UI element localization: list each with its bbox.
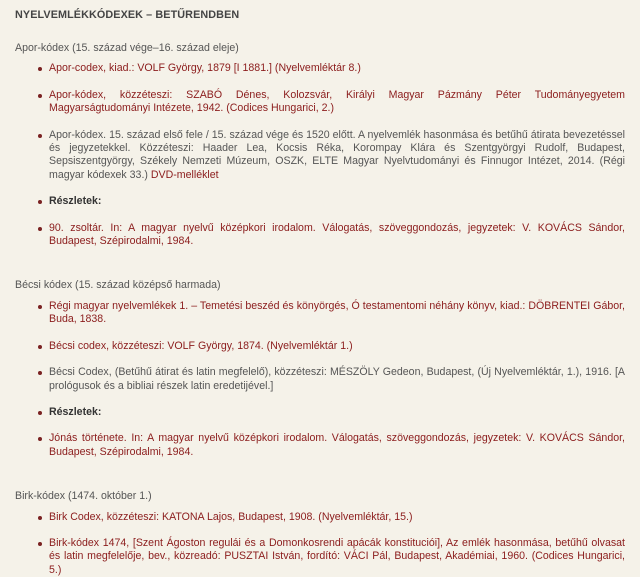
reference-link[interactable]: Birk Codex, közzéteszi: KATONA Lajos, Budapest, 1908. (Nyelvemléktár, 15.): [49, 510, 413, 523]
list-item: [15, 406, 625, 419]
list-item: [15, 537, 625, 577]
section: [15, 42, 625, 248]
reference-link[interactable]: Bécsi codex, közzéteszi: VOLF György, 1874. (Nyelvemléktár 1.): [49, 339, 353, 352]
section-title: Apor-kódex (15. század vége–16. század eleje): [15, 42, 239, 54]
list-item: [15, 366, 625, 393]
section: [15, 490, 625, 577]
subheading: Részletek:: [49, 405, 102, 418]
reference-link[interactable]: Birk-kódex 1474, [Szent Ágoston regulái és a Domonkosrendi apácák konstituciói], Az emlék hasonmása, betűhű olvasat és latin megfelelője, bev., közreadó: PUSZTAI István, fordító: VÁCI Pál, Budapest, Akadémiai, 1960. (Codices Hungarici, 5.): [49, 536, 625, 576]
list-item: [15, 129, 625, 183]
reference-link[interactable]: Régi magyar nyelvemlékek 1. – Temetési beszéd és könyörgés, Ó testamentomi néhány könyv, kiad.: DÖBRENTEI Gábor, Buda, 1838.: [49, 299, 625, 326]
reference-link[interactable]: Jónás története. In: A magyar nyelvű középkori irodalom. Válogatás, szöveggondozás, jegyzetek: V. KOVÁCS Sándor, Budapest, Szépirodalmi, 1984.: [49, 432, 625, 458]
reference-link[interactable]: Apor-kódex, közzéteszi: SZABÓ Dénes, Kolozsvár, Királyi Magyar Pázmány Péter Tudományegyetem Magyarságtudományi Intézete, 1942. (Codices Hungarici, 2.): [49, 88, 625, 115]
reference-list: [15, 511, 625, 577]
section-title: Birk-kódex (1474. október 1.): [15, 490, 152, 503]
list-item: [15, 62, 625, 75]
section: [15, 279, 625, 459]
section-title: Bécsi kódex (15. század középső harmada): [15, 279, 221, 292]
list-item: [15, 511, 625, 524]
reference-text: Bécsi Codex, (Betűhű átirat és latin megfelelő), közzéteszi: MÉSZÖLY Gedeon, Budapest, (Új Nyelvemléktár, 1.), 1916. [A prológusok és a bibliai részek latin eredetijével.]: [49, 366, 625, 392]
reference-link[interactable]: Apor-codex, kiad.: VOLF György, 1879 [I 1881.] (Nyelvemléktár 8.): [49, 62, 361, 75]
subheading: Részletek:: [49, 195, 102, 208]
list-item: [15, 300, 625, 327]
reference-text: Apor-kódex. 15. század első fele / 15. század vége és 1520 előtt. A nyelvemlék hasonmása és betűhű átirata bevezetéssel és jegyzetekkel. Közzéteszi: Haader Lea, Kocsis Réka, Korompay Klára és Szentgyörgyi Rudolf, Budapest, Sepsiszentgyörgy, Székely Nemzeti Múzeum, OSZK, ELTE Magyar Nyelvtudományi és Finnugor Intézet, 2014. (Régi magyar kódexek 33.): [49, 128, 625, 181]
reference-link[interactable]: 90. zsoltár. In: A magyar nyelvű középkori irodalom. Válogatás, szöveggondozás, jegyzetek: V. KOVÁCS Sándor, Budapest, Szépirodalmi, 1984.: [49, 221, 625, 248]
reference-link[interactable]: DVD-melléklet: [150, 168, 219, 181]
list-item: [15, 340, 625, 353]
list-item: [15, 432, 625, 459]
list-item: [15, 89, 625, 116]
page-title: NYELVEMLÉKKÓDEXEK – BETŰRENDBEN: [15, 9, 240, 21]
list-item: [15, 195, 625, 208]
content: [15, 42, 625, 577]
reference-list: [15, 300, 625, 459]
reference-list: [15, 62, 625, 248]
list-item: [15, 222, 625, 249]
